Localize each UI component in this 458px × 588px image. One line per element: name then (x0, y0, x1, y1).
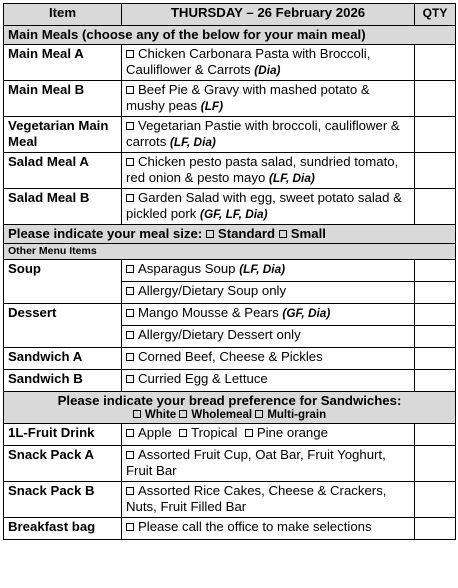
snack-pack-b-row (4, 482, 456, 518)
checkbox-icon[interactable] (245, 429, 253, 437)
bread-options (8, 408, 451, 422)
fruit-drink-qty[interactable] (415, 424, 456, 446)
snack-pack-b-option[interactable]: Assorted Rice Cakes, Cheese & Crackers, Nuts, Fruit Filled Bar (122, 482, 415, 518)
salad-meal-a-option[interactable]: Chicken pesto pasta salad, sundried tomato, red onion & pesto mayo (LF, Dia) (122, 153, 415, 189)
sandwich-a-option[interactable]: Corned Beef, Cheese & Pickles (122, 348, 415, 370)
main-meal-a-qty[interactable] (415, 45, 456, 81)
sandwich-a-row (4, 348, 456, 370)
vegetarian-main-meal-label: Vegetarian Main Meal (4, 117, 122, 153)
sandwich-b-label: Sandwich B (4, 370, 122, 392)
fruit-drink-apple[interactable]: Apple (138, 425, 172, 440)
main-meal-a-option[interactable]: Chicken Carbonara Pasta with Broccoli, Cauliflower & Carrots (Dia) (122, 45, 415, 81)
checkbox-icon[interactable] (179, 429, 187, 437)
fruit-drink-options (122, 424, 415, 446)
dessert-option-2[interactable]: Allergy/Dietary Dessert only (122, 326, 415, 348)
checkbox-icon[interactable] (126, 429, 134, 437)
breakfast-bag-qty[interactable] (415, 518, 456, 540)
breakfast-bag-option[interactable]: Please call the office to make selections (122, 518, 415, 540)
checkbox-icon[interactable] (126, 122, 134, 130)
checkbox-icon[interactable] (126, 309, 134, 317)
meal-size-prompt: Please indicate your meal size: Standard Small (4, 225, 456, 244)
vegetarian-main-meal-option[interactable]: Vegetarian Pastie with broccoli, cauliflower & carrots (LF, Dia) (122, 117, 415, 153)
soup-qty-2[interactable] (415, 282, 456, 304)
checkbox-icon[interactable] (126, 451, 134, 459)
sandwich-a-label: Sandwich A (4, 348, 122, 370)
breakfast-bag-label: Breakfast bag (4, 518, 122, 540)
snack-pack-a-qty[interactable] (415, 446, 456, 482)
salad-meal-a-label: Salad Meal A (4, 153, 122, 189)
bread-preference-row (4, 392, 456, 424)
salad-meal-b-option[interactable]: Garden Salad with egg, sweet potato salad & pickled pork (GF, LF, Dia) (122, 189, 415, 225)
salad-meal-b-label: Salad Meal B (4, 189, 122, 225)
salad-meal-b-qty[interactable] (415, 189, 456, 225)
fruit-drink-pine-orange[interactable]: Pine orange (256, 425, 328, 440)
checkbox-icon[interactable] (126, 287, 134, 295)
salad-meal-a-qty[interactable] (415, 153, 456, 189)
sandwich-b-row (4, 370, 456, 392)
main-meal-b-label: Main Meal B (4, 81, 122, 117)
soup-qty-1[interactable] (415, 260, 456, 282)
checkbox-icon[interactable] (126, 487, 134, 495)
header-row (4, 4, 456, 26)
checkbox-icon[interactable] (133, 410, 141, 418)
snack-pack-a-label: Snack Pack A (4, 446, 122, 482)
soup-row-1 (4, 260, 456, 282)
bread-white[interactable]: White (144, 409, 177, 421)
fruit-drink-row (4, 424, 456, 446)
main-meal-b-option[interactable]: Beef Pie & Gravy with mashed potato & mushy peas (LF) (122, 81, 415, 117)
checkbox-icon[interactable] (126, 331, 134, 339)
sandwich-a-qty[interactable] (415, 348, 456, 370)
checkbox-icon[interactable] (126, 265, 134, 273)
main-meal-a-row (4, 45, 456, 81)
bread-preference-title: Please indicate your bread preference for Sandwiches: (57, 393, 402, 408)
main-meal-b-row (4, 81, 456, 117)
checkbox-icon[interactable] (279, 230, 287, 238)
main-section-title: Main Meals (choose any of the below for your main meal) (4, 26, 456, 45)
checkbox-icon[interactable] (126, 353, 134, 361)
soup-label: Soup (4, 260, 122, 304)
header-day: THURSDAY – 26 February 2026 (122, 4, 415, 26)
checkbox-icon[interactable] (126, 86, 134, 94)
snack-pack-b-label: Snack Pack B (4, 482, 122, 518)
dessert-qty-1[interactable] (415, 304, 456, 326)
checkbox-icon[interactable] (126, 523, 134, 531)
vegetarian-main-meal-qty[interactable] (415, 117, 456, 153)
other-section-row (4, 244, 456, 260)
main-meal-a-label: Main Meal A (4, 45, 122, 81)
menu-order-table (3, 3, 456, 540)
breakfast-bag-row (4, 518, 456, 540)
bread-multigrain[interactable]: Multi-grain (267, 409, 327, 421)
snack-pack-a-row (4, 446, 456, 482)
dessert-row-1 (4, 304, 456, 326)
salad-meal-a-row (4, 153, 456, 189)
soup-option-2[interactable]: Allergy/Dietary Soup only (122, 282, 415, 304)
checkbox-icon[interactable] (126, 50, 134, 58)
salad-meal-b-row (4, 189, 456, 225)
header-item: Item (4, 4, 122, 26)
snack-pack-b-qty[interactable] (415, 482, 456, 518)
checkbox-icon[interactable] (126, 158, 134, 166)
vegetarian-main-meal-row (4, 117, 456, 153)
dessert-option-1[interactable]: Mango Mousse & Pears (GF, Dia) (122, 304, 415, 326)
meal-size-small[interactable]: Small (290, 226, 326, 241)
sandwich-b-qty[interactable] (415, 370, 456, 392)
main-section-row (4, 26, 456, 45)
snack-pack-a-option[interactable]: Assorted Fruit Cup, Oat Bar, Fruit Yoghurt, Fruit Bar (122, 446, 415, 482)
dessert-qty-2[interactable] (415, 326, 456, 348)
checkbox-icon[interactable] (206, 230, 214, 238)
checkbox-icon[interactable] (126, 375, 134, 383)
dessert-label: Dessert (4, 304, 122, 348)
other-section-title: Other Menu Items (4, 244, 456, 260)
soup-option-1[interactable]: Asparagus Soup (LF, Dia) (122, 260, 415, 282)
checkbox-icon[interactable] (255, 410, 263, 418)
header-qty: QTY (415, 4, 456, 26)
main-meal-b-qty[interactable] (415, 81, 456, 117)
meal-size-standard[interactable]: Standard (217, 226, 276, 241)
checkbox-icon[interactable] (126, 194, 134, 202)
bread-wholemeal[interactable]: Wholemeal (191, 409, 253, 421)
fruit-drink-label: 1L-Fruit Drink (4, 424, 122, 446)
sandwich-b-option[interactable]: Curried Egg & Lettuce (122, 370, 415, 392)
fruit-drink-tropical[interactable]: Tropical (191, 425, 238, 440)
bread-preference (4, 392, 456, 424)
meal-size-row (4, 225, 456, 244)
checkbox-icon[interactable] (179, 410, 187, 418)
